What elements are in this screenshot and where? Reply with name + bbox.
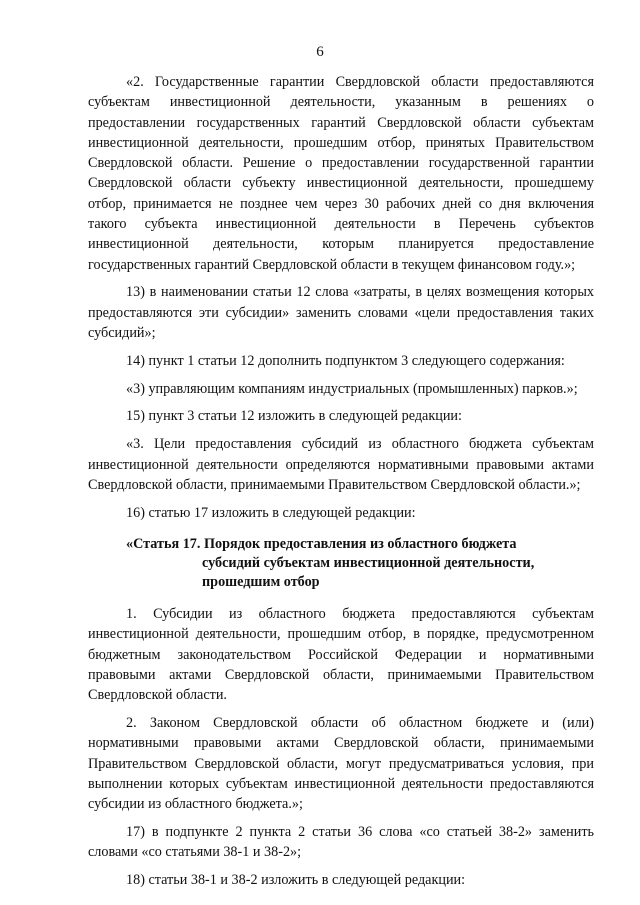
paragraph-item-15: 15) пункт 3 статьи 12 изложить в следующей редакции: [126, 408, 462, 425]
paragraph-article-17-point-2: 2. Законом Свердловской области об областном бюджете и (или) нормативными правовыми актами Свердловской области, принимаемыми Правительством Свердловской области, могут предусматриваться условия, при выполнении которых субъектам инвестиционной деятельности предоставляются субсидии из областного бюджета.»; [88, 714, 594, 813]
paragraph-guarantees: «2. Государственные гарантии Свердловской области предоставляются субъектам инвестиционной деятельности, указанным в решениях о предоставлении государственных гарантий Свердловской области субъектам инвестиционной деятельности, прошедшим отбор, принятых Правительством Свердловской области. Решение о предоставлении государственной гарантии Свердловской области субъекту инвестиционной деятельности, прошедшему отбор, принимается не позднее чем через 30 рабочих дней со дня включения такого субъекта инвестиционной деятельности в Перечень субъектов инвестиционной деятельности, которым планируется предоставление государственных гарантий Свердловской области в текущем финансовом году.»; [88, 74, 594, 273]
paragraph-subitem-3: «3) управляющим компаниям индустриальных (промышленных) парков.»; [126, 380, 578, 397]
paragraph-item-14: 14) пункт 1 статьи 12 дополнить подпунктом 3 следующего содержания: [126, 352, 565, 369]
article-17-heading [88, 535, 594, 592]
article-heading-line-1: «Статья 17. Порядок предоставления из областного бюджета [126, 535, 517, 552]
paragraph-item-13: 13) в наименовании статьи 12 слова «затраты, в целях возмещения которых предоставляются эти субсидии» заменить словами «цели предоставления таких субсидий»; [88, 284, 594, 342]
paragraph-point-3: «3. Цели предоставления субсидий из областного бюджета субъектам инвестиционной деятельности определяются нормативными правовыми актами Свердловской области, принимаемыми Правительством Свердловской области.»; [88, 436, 594, 493]
paragraph-item-18: 18) статьи 38-1 и 38-2 изложить в следующей редакции: [126, 872, 466, 888]
document-body [88, 72, 594, 898]
paragraph-article-17-point-1: 1. Субсидии из областного бюджета предоставляются субъектам инвестиционной деятельности, прошедшим отбор, в порядке, предусмотренном бюджетным законодательством Российской Федерации и нормативными правовыми актами Свердловской области, принимаемыми Правительством Свердловской области. [88, 605, 594, 704]
page-number: 6 [316, 44, 324, 60]
article-heading-line-2: субсидий субъектам инвестиционной деятельности, [202, 554, 535, 571]
article-heading-line-3: прошедшим отбор [202, 573, 320, 590]
paragraph-item-17: 17) в подпункте 2 пункта 2 статьи 36 слова «со статьей 38-2» заменить словами «со статьями 38-1 и 38-2»; [88, 823, 594, 861]
paragraph-item-16: 16) статью 17 изложить в следующей редакции: [126, 504, 416, 521]
